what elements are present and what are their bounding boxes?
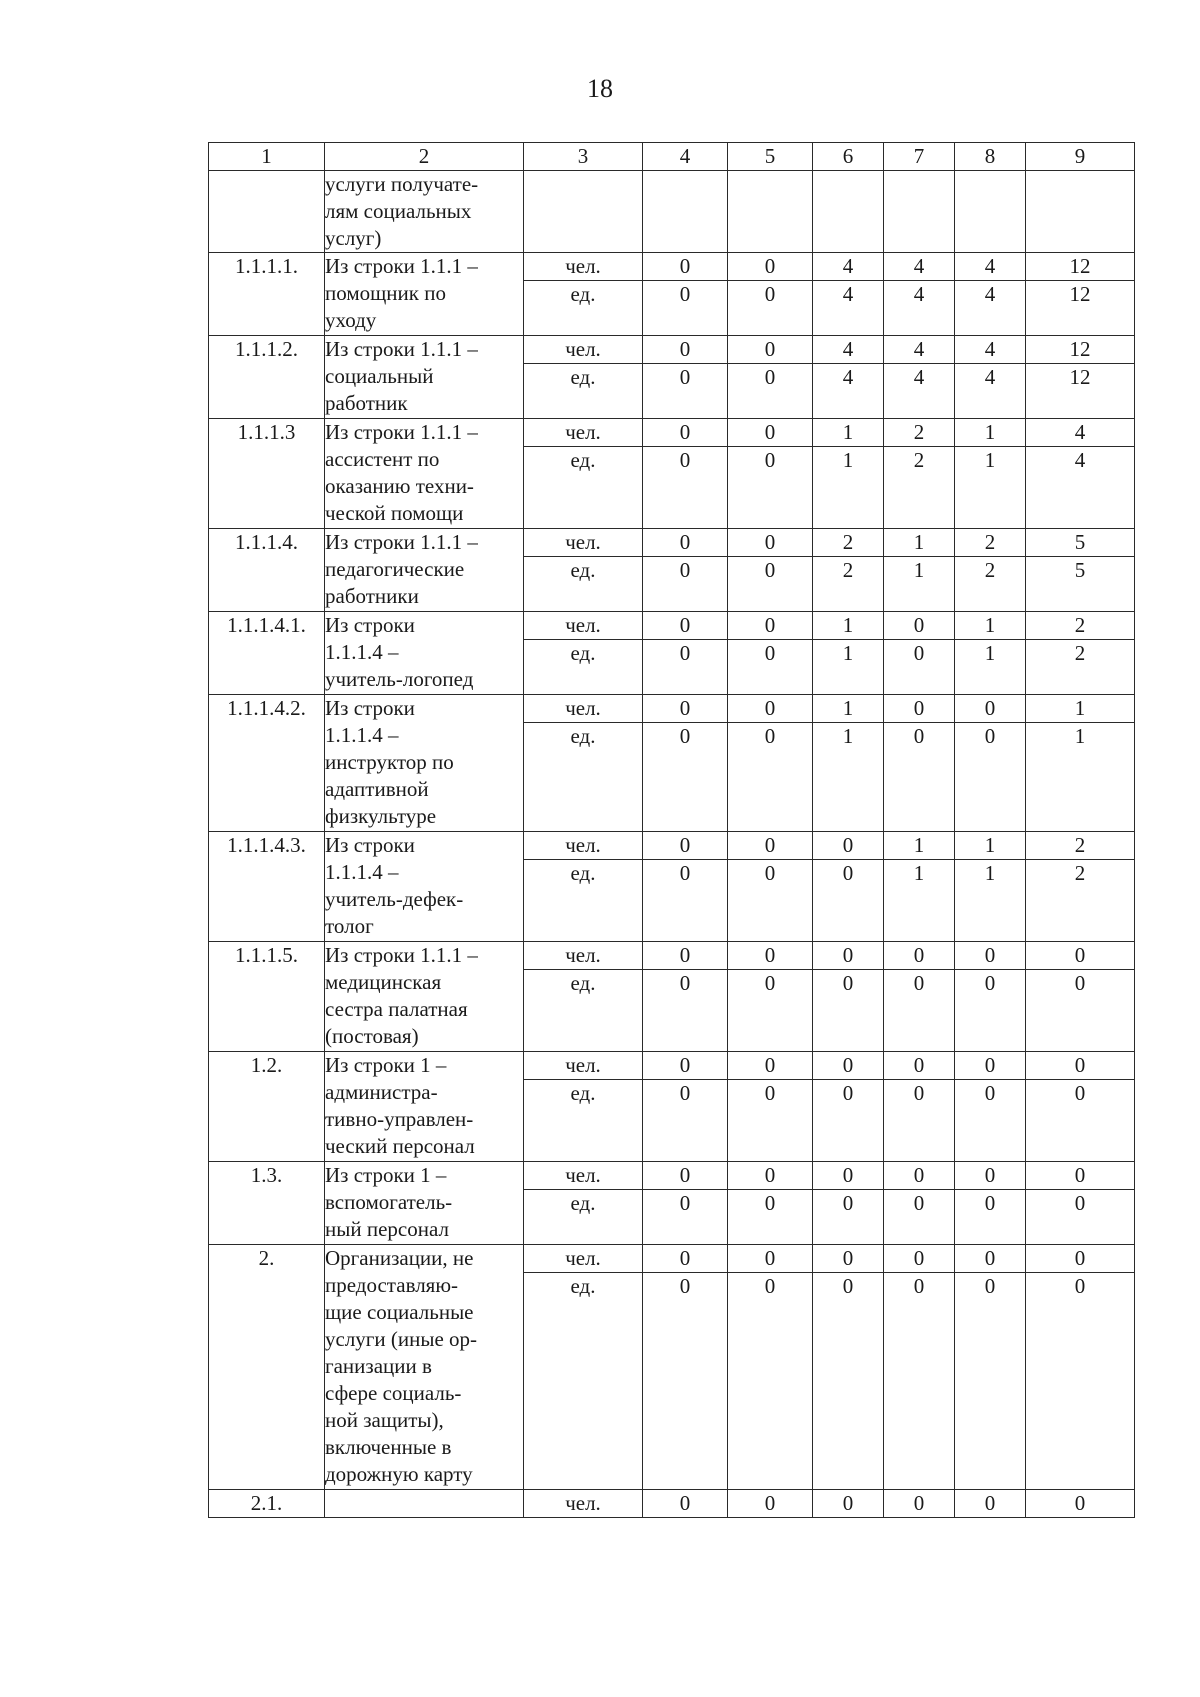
- value-cell: 4: [884, 336, 955, 364]
- row-number-cell: 1.1.1.4.3.: [209, 832, 325, 942]
- unit-cell: ед.: [524, 557, 643, 612]
- value-cell: 2: [955, 557, 1026, 612]
- empty-cell: [1026, 171, 1135, 253]
- value-cell: 0: [728, 253, 813, 281]
- value-cell: 0: [643, 1162, 728, 1190]
- name-line: инструктор по: [325, 750, 454, 774]
- value-cell: 12: [1026, 364, 1135, 419]
- name-line: социальный: [325, 364, 434, 388]
- name-line: учитель-логопед: [325, 667, 474, 691]
- unit-cell: ед.: [524, 447, 643, 529]
- empty-cell: [524, 171, 643, 253]
- name-line: (постовая): [325, 1024, 419, 1048]
- row-number-cell: 2.1.: [209, 1490, 325, 1518]
- row-name-cell: [325, 419, 524, 529]
- value-cell: 0: [728, 832, 813, 860]
- unit-cell: ед.: [524, 723, 643, 832]
- unit-cell: чел.: [524, 336, 643, 364]
- value-cell: 0: [643, 1080, 728, 1162]
- value-cell: 4: [1026, 419, 1135, 447]
- value-cell: 4: [813, 281, 884, 336]
- value-cell: 1: [884, 557, 955, 612]
- name-line: учитель-дефек-: [325, 887, 464, 911]
- name-line: дорожную карту: [325, 1462, 473, 1486]
- column-number: 2: [325, 143, 524, 171]
- name-line: администра-: [325, 1080, 438, 1104]
- value-cell: 12: [1026, 336, 1135, 364]
- table-row: [209, 612, 1135, 640]
- name-line: сестра палатная: [325, 997, 468, 1021]
- value-cell: 0: [643, 695, 728, 723]
- column-number: 8: [955, 143, 1026, 171]
- value-cell: 1: [955, 860, 1026, 942]
- value-cell: 0: [955, 723, 1026, 832]
- unit-cell: ед.: [524, 970, 643, 1052]
- value-cell: 1: [955, 419, 1026, 447]
- value-cell: 0: [643, 723, 728, 832]
- row-name-cell: [325, 832, 524, 942]
- value-cell: 12: [1026, 281, 1135, 336]
- value-cell: 0: [813, 1190, 884, 1245]
- value-cell: 0: [1026, 942, 1135, 970]
- value-cell: 4: [955, 364, 1026, 419]
- value-cell: 4: [884, 281, 955, 336]
- unit-cell: чел.: [524, 1490, 643, 1518]
- value-cell: 0: [955, 1273, 1026, 1490]
- value-cell: 0: [728, 529, 813, 557]
- value-cell: 0: [955, 970, 1026, 1052]
- value-cell: 0: [955, 1162, 1026, 1190]
- value-cell: 0: [813, 832, 884, 860]
- value-cell: 2: [813, 529, 884, 557]
- value-cell: 0: [643, 447, 728, 529]
- name-line: Организации, не: [325, 1246, 474, 1270]
- value-cell: 4: [813, 253, 884, 281]
- page-number: 18: [587, 74, 613, 103]
- value-cell: 0: [728, 1052, 813, 1080]
- value-cell: 0: [1026, 1190, 1135, 1245]
- value-cell: 0: [728, 1162, 813, 1190]
- table-row: [209, 253, 1135, 281]
- name-line: оказанию техни-: [325, 474, 474, 498]
- unit-cell: ед.: [524, 364, 643, 419]
- value-cell: 1: [813, 695, 884, 723]
- name-line: работники: [325, 584, 419, 608]
- value-cell: 0: [955, 1190, 1026, 1245]
- row-name-cell: [325, 1245, 524, 1490]
- row-name-cell: [325, 529, 524, 612]
- row-name-cell: [325, 1490, 524, 1518]
- value-cell: 1: [884, 860, 955, 942]
- value-cell: 0: [643, 1190, 728, 1245]
- value-cell: 4: [1026, 447, 1135, 529]
- name-line: педагогические: [325, 557, 465, 581]
- column-number: 6: [813, 143, 884, 171]
- table-row: [209, 336, 1135, 364]
- value-cell: 2: [1026, 612, 1135, 640]
- value-cell: 0: [813, 1245, 884, 1273]
- table-row: [209, 1052, 1135, 1080]
- column-number: 4: [643, 143, 728, 171]
- value-cell: 0: [643, 970, 728, 1052]
- value-cell: 1: [813, 723, 884, 832]
- value-cell: 1: [884, 529, 955, 557]
- empty-cell: [884, 171, 955, 253]
- value-cell: 0: [728, 364, 813, 419]
- unit-cell: ед.: [524, 1080, 643, 1162]
- value-cell: 1: [1026, 695, 1135, 723]
- column-number: 7: [884, 143, 955, 171]
- value-cell: 1: [955, 447, 1026, 529]
- value-cell: 0: [955, 1245, 1026, 1273]
- value-cell: 0: [1026, 1490, 1135, 1518]
- value-cell: 0: [728, 695, 813, 723]
- value-cell: 4: [955, 336, 1026, 364]
- value-cell: 1: [813, 640, 884, 695]
- empty-cell: [955, 171, 1026, 253]
- row-name-cell: [325, 336, 524, 419]
- table-row: [209, 1162, 1135, 1190]
- empty-cell: [728, 171, 813, 253]
- name-line: 1.1.1.4 –: [325, 723, 399, 747]
- value-cell: 0: [643, 364, 728, 419]
- row-name-cell: [325, 695, 524, 832]
- unit-cell: чел.: [524, 695, 643, 723]
- value-cell: 0: [884, 695, 955, 723]
- unit-cell: ед.: [524, 1273, 643, 1490]
- name-line: адаптивной: [325, 777, 429, 801]
- value-cell: 0: [728, 336, 813, 364]
- name-line: Из строки 1.1.1 –: [325, 337, 478, 361]
- value-cell: 0: [643, 860, 728, 942]
- table-row: [209, 529, 1135, 557]
- value-cell: 0: [1026, 1273, 1135, 1490]
- name-line: 1.1.1.4 –: [325, 640, 399, 664]
- row-number-cell: 1.1.1.3: [209, 419, 325, 529]
- table-row: [209, 832, 1135, 860]
- row-name-cell: [325, 253, 524, 336]
- name-line: ганизации в: [325, 1354, 432, 1378]
- name-line: услуги (иные ор-: [325, 1327, 478, 1351]
- row-number-cell: 1.1.1.5.: [209, 942, 325, 1052]
- value-cell: 0: [643, 832, 728, 860]
- value-cell: 0: [728, 1245, 813, 1273]
- value-cell: 0: [884, 612, 955, 640]
- name-line: Из строки 1.1.1 –: [325, 530, 478, 554]
- name-line: ческий персонал: [325, 1134, 475, 1158]
- value-cell: 2: [884, 447, 955, 529]
- unit-cell: чел.: [524, 1162, 643, 1190]
- unit-cell: чел.: [524, 612, 643, 640]
- value-cell: 0: [643, 529, 728, 557]
- empty-cell: [813, 171, 884, 253]
- column-number-row: [209, 143, 1135, 171]
- column-number: 5: [728, 143, 813, 171]
- value-cell: 0: [884, 1080, 955, 1162]
- value-cell: 0: [884, 1052, 955, 1080]
- name-line: толог: [325, 914, 374, 938]
- unit-cell: чел.: [524, 529, 643, 557]
- value-cell: 0: [643, 1245, 728, 1273]
- row-number-cell: [209, 171, 325, 253]
- value-cell: 0: [955, 942, 1026, 970]
- value-cell: 2: [813, 557, 884, 612]
- row-number-cell: 1.1.1.4.2.: [209, 695, 325, 832]
- row-number-cell: 2.: [209, 1245, 325, 1490]
- value-cell: 0: [643, 557, 728, 612]
- unit-cell: ед.: [524, 1190, 643, 1245]
- value-cell: 0: [1026, 1245, 1135, 1273]
- value-cell: 12: [1026, 253, 1135, 281]
- name-line: Из строки: [325, 833, 415, 857]
- unit-cell: чел.: [524, 1052, 643, 1080]
- value-cell: 0: [955, 1490, 1026, 1518]
- name-line: услуг): [325, 226, 382, 250]
- value-cell: 0: [728, 1080, 813, 1162]
- name-line: Из строки 1.1.1 –: [325, 254, 478, 278]
- name-line: сфере социаль-: [325, 1381, 462, 1405]
- value-cell: 0: [728, 1273, 813, 1490]
- value-cell: 0: [643, 336, 728, 364]
- value-cell: 0: [728, 723, 813, 832]
- value-cell: 0: [884, 1162, 955, 1190]
- value-cell: 0: [884, 640, 955, 695]
- value-cell: 0: [643, 612, 728, 640]
- name-line: уходу: [325, 308, 377, 332]
- name-line: Из строки: [325, 696, 415, 720]
- value-cell: 0: [643, 1490, 728, 1518]
- table-row: [209, 695, 1135, 723]
- name-line: щие социальные: [325, 1300, 474, 1324]
- value-cell: 0: [728, 970, 813, 1052]
- value-cell: 2: [1026, 640, 1135, 695]
- unit-cell: ед.: [524, 281, 643, 336]
- value-cell: 0: [728, 557, 813, 612]
- table-row: [209, 942, 1135, 970]
- column-number: 3: [524, 143, 643, 171]
- value-cell: 0: [955, 695, 1026, 723]
- value-cell: 0: [643, 640, 728, 695]
- name-line: вспомогатель-: [325, 1190, 453, 1214]
- value-cell: 1: [813, 447, 884, 529]
- value-cell: 0: [813, 970, 884, 1052]
- value-cell: 0: [884, 723, 955, 832]
- unit-cell: ед.: [524, 860, 643, 942]
- value-cell: 2: [1026, 832, 1135, 860]
- unit-cell: ед.: [524, 640, 643, 695]
- value-cell: 0: [813, 942, 884, 970]
- value-cell: 4: [884, 253, 955, 281]
- value-cell: 4: [955, 281, 1026, 336]
- table-row: [209, 1245, 1135, 1273]
- value-cell: 0: [728, 942, 813, 970]
- name-line: лям социальных: [325, 199, 472, 223]
- value-cell: 0: [813, 1162, 884, 1190]
- name-line: ассистент по: [325, 447, 440, 471]
- value-cell: 0: [728, 1490, 813, 1518]
- name-line: работник: [325, 391, 408, 415]
- value-cell: 1: [1026, 723, 1135, 832]
- row-number-cell: 1.3.: [209, 1162, 325, 1245]
- row-name-cell: [325, 942, 524, 1052]
- value-cell: 1: [955, 612, 1026, 640]
- table-body: [209, 143, 1135, 1518]
- value-cell: 0: [884, 1490, 955, 1518]
- value-cell: 0: [728, 281, 813, 336]
- value-cell: 5: [1026, 529, 1135, 557]
- value-cell: 0: [728, 419, 813, 447]
- row-name-cell: [325, 1052, 524, 1162]
- name-line: Из строки 1 –: [325, 1053, 447, 1077]
- value-cell: 0: [813, 860, 884, 942]
- value-cell: 5: [1026, 557, 1135, 612]
- value-cell: 0: [813, 1273, 884, 1490]
- unit-cell: чел.: [524, 253, 643, 281]
- row-number-cell: 1.1.1.4.: [209, 529, 325, 612]
- name-line: ной защиты),: [325, 1408, 444, 1432]
- row-name-cell: [325, 171, 524, 253]
- value-cell: 0: [728, 860, 813, 942]
- value-cell: 0: [728, 1190, 813, 1245]
- value-cell: 0: [884, 1245, 955, 1273]
- name-line: тивно-управлен-: [325, 1107, 474, 1131]
- value-cell: 1: [813, 612, 884, 640]
- name-line: Из строки: [325, 613, 415, 637]
- value-cell: 0: [728, 612, 813, 640]
- name-line: ческой помощи: [325, 501, 464, 525]
- row-number-cell: 1.1.1.4.1.: [209, 612, 325, 695]
- value-cell: 1: [884, 832, 955, 860]
- name-line: Из строки 1 –: [325, 1163, 447, 1187]
- value-cell: 0: [1026, 1162, 1135, 1190]
- table-row: [209, 1490, 1135, 1518]
- value-cell: 0: [813, 1052, 884, 1080]
- row-number-cell: 1.1.1.2.: [209, 336, 325, 419]
- value-cell: 0: [884, 1273, 955, 1490]
- name-line: Из строки 1.1.1 –: [325, 943, 478, 967]
- value-cell: 0: [643, 281, 728, 336]
- value-cell: 0: [643, 1273, 728, 1490]
- name-line: предоставляю-: [325, 1273, 459, 1297]
- unit-cell: чел.: [524, 419, 643, 447]
- value-cell: 4: [813, 364, 884, 419]
- value-cell: 1: [813, 419, 884, 447]
- row-name-cell: [325, 612, 524, 695]
- value-cell: 0: [813, 1080, 884, 1162]
- name-line: медицинская: [325, 970, 442, 994]
- table-row: [209, 419, 1135, 447]
- value-cell: 0: [955, 1052, 1026, 1080]
- value-cell: 0: [1026, 970, 1135, 1052]
- value-cell: 0: [643, 419, 728, 447]
- unit-cell: чел.: [524, 832, 643, 860]
- value-cell: 0: [728, 447, 813, 529]
- value-cell: 0: [643, 1052, 728, 1080]
- value-cell: 1: [955, 832, 1026, 860]
- continuation-row: [209, 171, 1135, 253]
- name-line: Из строки 1.1.1 –: [325, 420, 478, 444]
- value-cell: 0: [1026, 1080, 1135, 1162]
- value-cell: 0: [643, 942, 728, 970]
- name-line: 1.1.1.4 –: [325, 860, 399, 884]
- value-cell: 4: [884, 364, 955, 419]
- value-cell: 4: [955, 253, 1026, 281]
- name-line: ный персонал: [325, 1217, 449, 1241]
- unit-cell: чел.: [524, 942, 643, 970]
- row-number-cell: 1.2.: [209, 1052, 325, 1162]
- row-name-cell: [325, 1162, 524, 1245]
- value-cell: 0: [884, 942, 955, 970]
- value-cell: 0: [884, 970, 955, 1052]
- value-cell: 0: [813, 1490, 884, 1518]
- value-cell: 2: [884, 419, 955, 447]
- value-cell: 0: [955, 1080, 1026, 1162]
- column-number: 1: [209, 143, 325, 171]
- value-cell: 2: [1026, 860, 1135, 942]
- value-cell: 1: [955, 640, 1026, 695]
- value-cell: 0: [1026, 1052, 1135, 1080]
- name-line: физкультуре: [325, 804, 437, 828]
- value-cell: 4: [813, 336, 884, 364]
- name-line: помощник по: [325, 281, 446, 305]
- value-cell: 0: [643, 253, 728, 281]
- name-line: услуги получате-: [325, 172, 479, 196]
- value-cell: 0: [884, 1190, 955, 1245]
- row-number-cell: 1.1.1.1.: [209, 253, 325, 336]
- value-cell: 0: [728, 640, 813, 695]
- unit-cell: чел.: [524, 1245, 643, 1273]
- column-number: 9: [1026, 143, 1135, 171]
- empty-cell: [643, 171, 728, 253]
- value-cell: 2: [955, 529, 1026, 557]
- name-line: включенные в: [325, 1435, 452, 1459]
- staffing-table: [208, 142, 1135, 1518]
